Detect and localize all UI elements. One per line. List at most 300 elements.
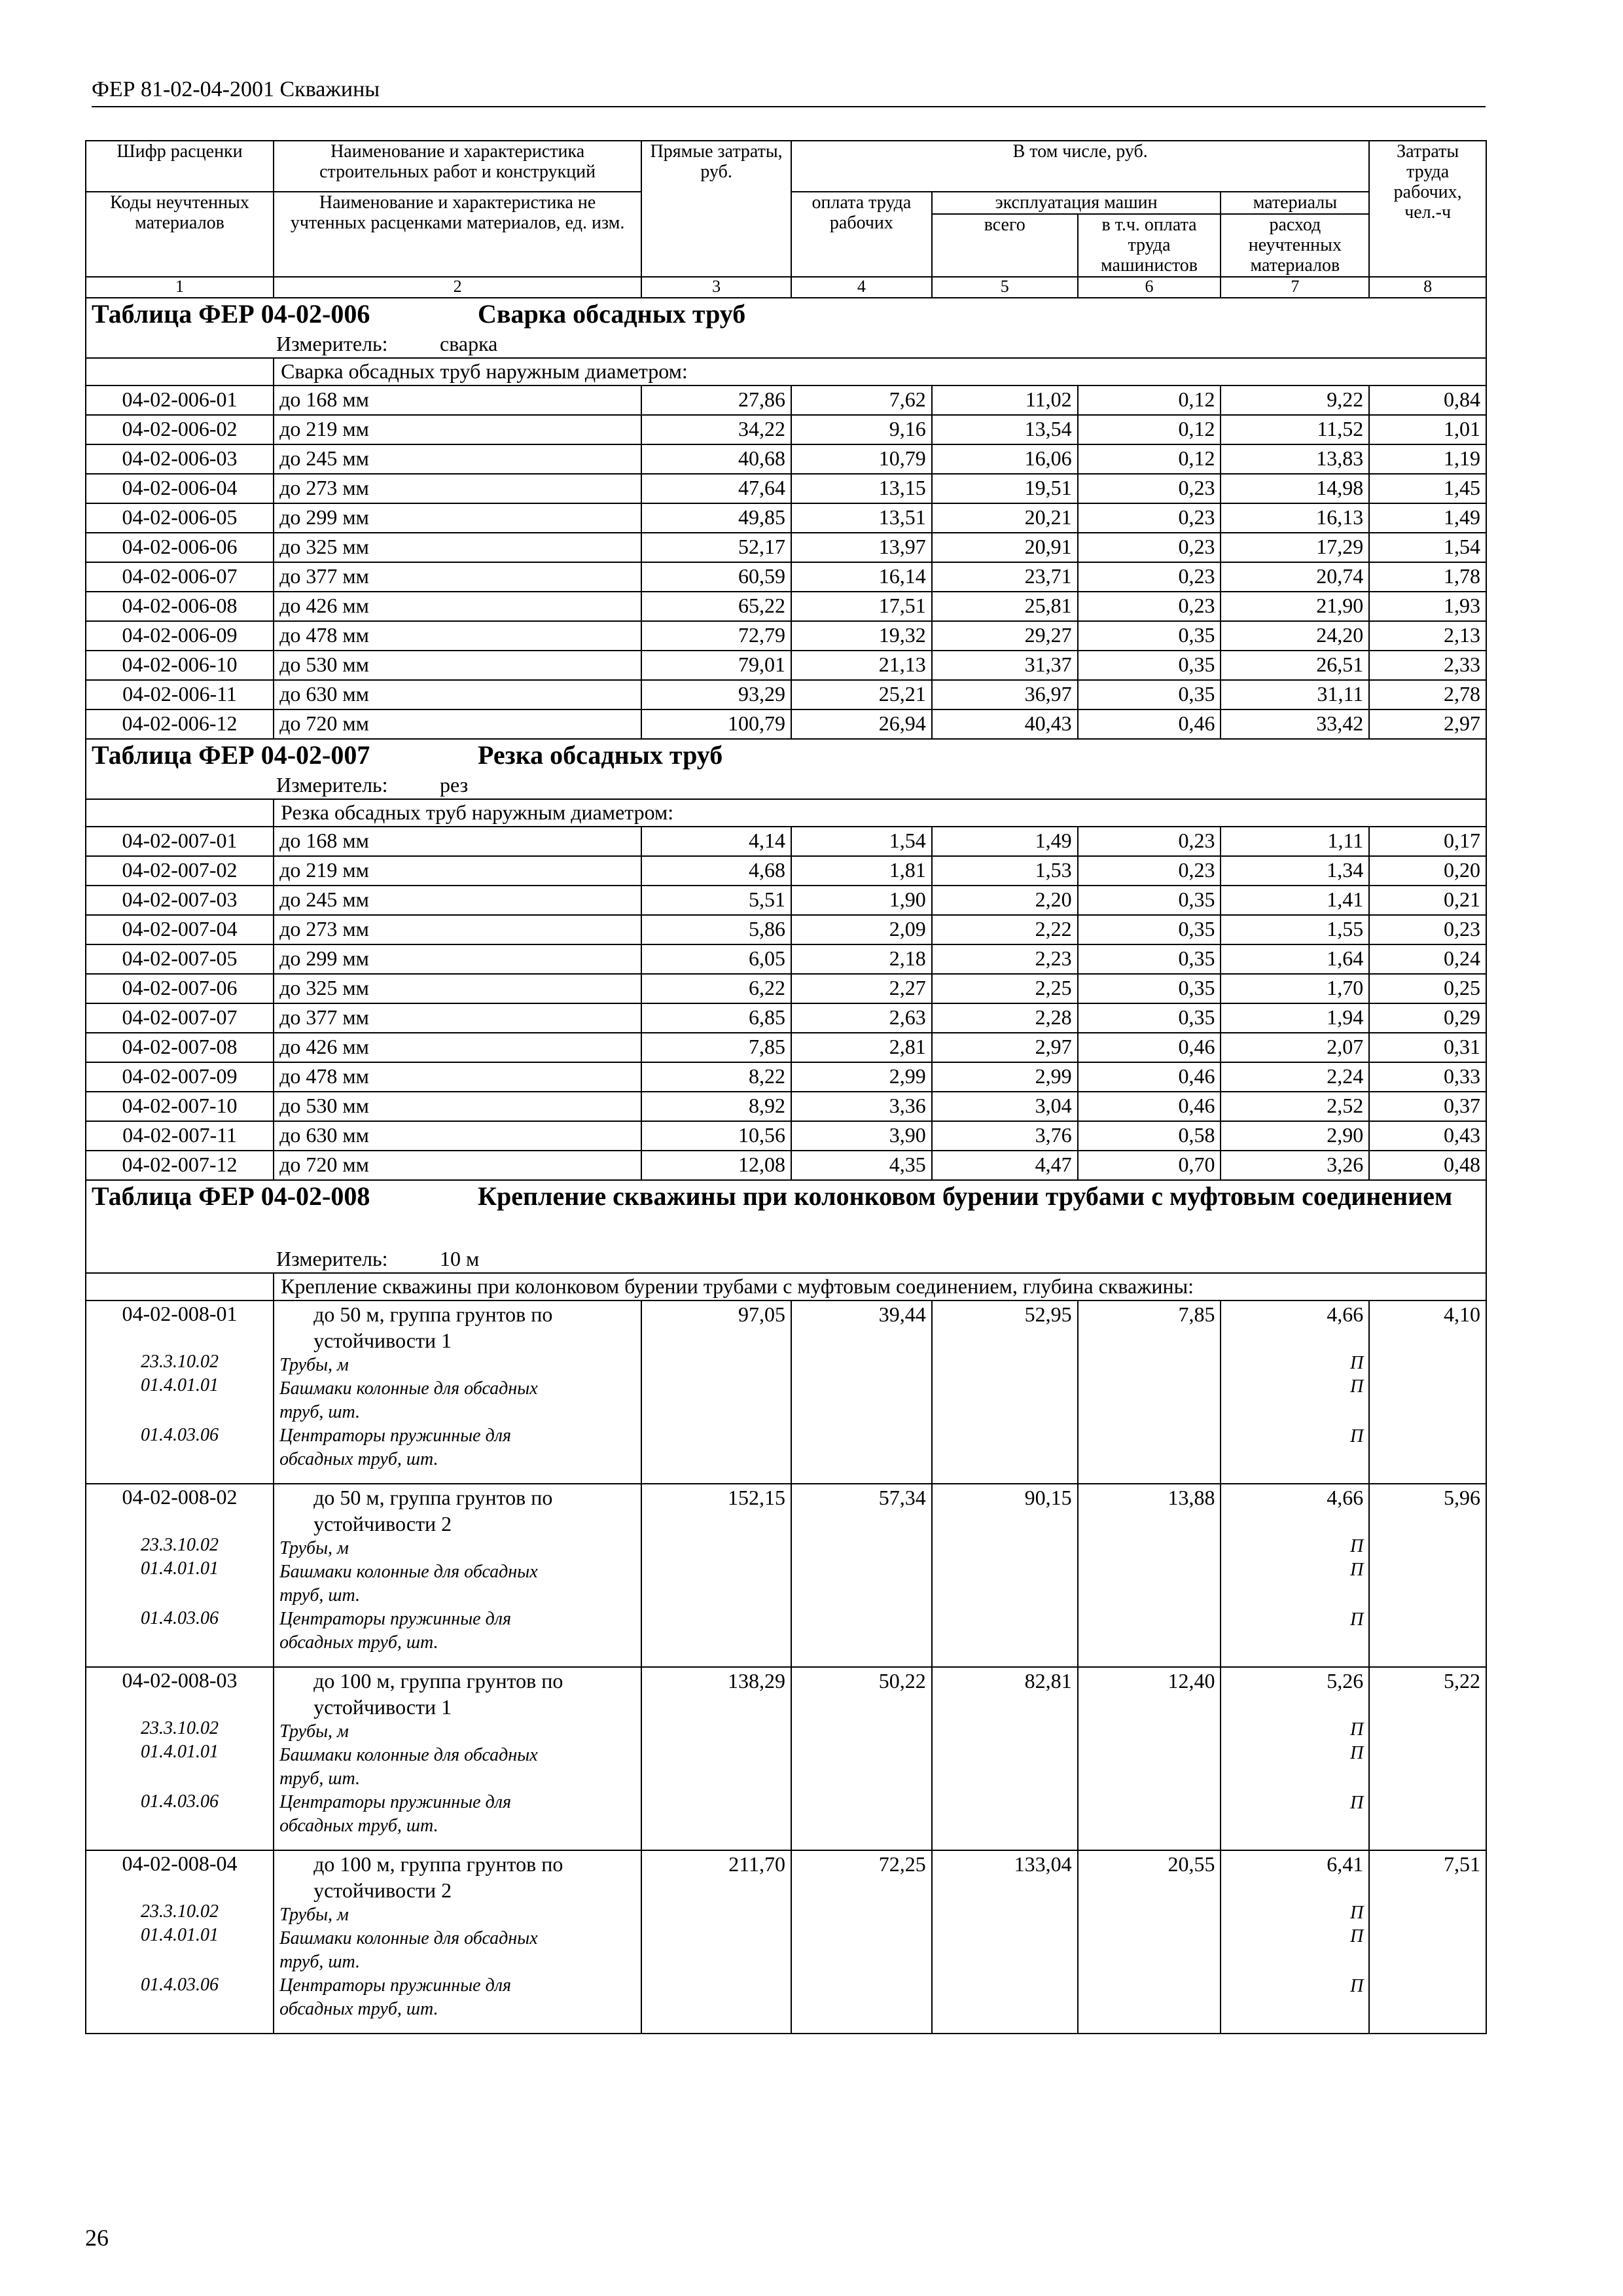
value-cell: 1,54 xyxy=(791,827,932,856)
table-row xyxy=(86,1484,1486,1667)
value-cell: 7,85 xyxy=(641,1033,791,1062)
value-cell: 12,08 xyxy=(641,1151,791,1180)
value-cell: 4,68 xyxy=(641,856,791,886)
value-cell: 0,23 xyxy=(1078,533,1221,562)
value-cell: 13,15 xyxy=(791,474,932,503)
table-row xyxy=(86,415,1486,444)
value-cell: 7,62 xyxy=(791,386,932,415)
value: 50,22 xyxy=(878,1669,926,1693)
column-number: 2 xyxy=(274,277,641,298)
work-name: до 100 м, группа грунтов по устойчивости 1 xyxy=(313,1669,563,1719)
header-materials-sub: расход неучтенных материалов xyxy=(1221,214,1369,277)
value-cell: 14,98 xyxy=(1221,474,1369,503)
value-cell: 0,48 xyxy=(1369,1151,1486,1180)
material-name: Башмаки колонные для обсадных труб, шт. xyxy=(279,1928,538,1972)
value-cell: 0,58 xyxy=(1078,1121,1221,1151)
value: 97,05 xyxy=(738,1302,785,1326)
value-cell: 0,35 xyxy=(1078,621,1221,651)
value-cell: 0,20 xyxy=(1369,856,1486,886)
value-cell: 2,81 xyxy=(791,1033,932,1062)
material-mark: П xyxy=(1350,1426,1364,1446)
value-cell: 0,46 xyxy=(1078,1092,1221,1121)
material-name: Башмаки колонные для обсадных труб, шт. xyxy=(279,1378,538,1422)
value: 52,95 xyxy=(1024,1302,1072,1326)
value-cell: 0,29 xyxy=(1369,1003,1486,1033)
value-cell: 0,35 xyxy=(1078,1003,1221,1033)
work-name: до 426 мм xyxy=(274,1033,641,1062)
header-machines: эксплуатация машин xyxy=(932,192,1221,214)
value-cell xyxy=(791,1484,932,1667)
value-cell xyxy=(1078,1484,1221,1667)
table-row xyxy=(86,886,1486,915)
rate-code: 04-02-007-04 xyxy=(86,915,274,944)
rate-code: 04-02-008-04 xyxy=(122,1852,238,1875)
value: 57,34 xyxy=(878,1486,926,1509)
table-row xyxy=(86,1850,1486,2034)
value-cell: 9,16 xyxy=(791,415,932,444)
value-cell: 10,79 xyxy=(791,444,932,474)
value-cell: 0,23 xyxy=(1078,827,1221,856)
work-name: до 50 м, группа грунтов по устойчивости 1 xyxy=(313,1302,553,1352)
value-cell: 17,51 xyxy=(791,592,932,621)
value-cell: 2,22 xyxy=(932,915,1078,944)
value-cell: 93,29 xyxy=(641,680,791,709)
value-cell: 0,35 xyxy=(1078,680,1221,709)
value-cell: 0,70 xyxy=(1078,1151,1221,1180)
value-cell: 79,01 xyxy=(641,651,791,680)
value-cell: 52,17 xyxy=(641,533,791,562)
value-cell: 21,90 xyxy=(1221,592,1369,621)
value: 138,29 xyxy=(728,1669,785,1693)
work-name-cell xyxy=(274,1667,641,1850)
value-cell xyxy=(791,1850,932,2034)
value-cell: 0,35 xyxy=(1078,915,1221,944)
value-cell: 2,78 xyxy=(1369,680,1486,709)
value-cell: 1,45 xyxy=(1369,474,1486,503)
rate-code: 04-02-007-01 xyxy=(86,827,274,856)
header-name: Наименование и характеристика строительных работ и конструкций xyxy=(274,141,641,192)
material-code: 23.3.10.02 xyxy=(141,1535,219,1555)
value-cell: 2,28 xyxy=(932,1003,1078,1033)
material-code: 01.4.03.06 xyxy=(141,1975,219,1995)
section-description: Крепление скважины при колонковом бурении трубами с муфтовым соединением, глубина скважины: xyxy=(274,1273,1486,1300)
value: 5,22 xyxy=(1444,1669,1480,1693)
value-cell: 72,79 xyxy=(641,621,791,651)
value-cell: 8,92 xyxy=(641,1092,791,1121)
work-name: до 478 мм xyxy=(274,1062,641,1092)
value: 4,10 xyxy=(1444,1302,1480,1326)
value: 4,66 xyxy=(1327,1486,1364,1509)
table-title xyxy=(86,1180,1486,1246)
value-cell: 0,35 xyxy=(1078,886,1221,915)
material-name: Башмаки колонные для обсадных труб, шт. xyxy=(279,1745,538,1789)
rate-code: 04-02-007-09 xyxy=(86,1062,274,1092)
value: 211,70 xyxy=(728,1852,785,1876)
material-name: Трубы, м xyxy=(279,1905,349,1925)
table-row xyxy=(86,944,1486,974)
value-cell xyxy=(791,1300,932,1484)
price-table xyxy=(85,140,1487,2034)
value-cell: 1,19 xyxy=(1369,444,1486,474)
work-name: до 273 мм xyxy=(274,474,641,503)
material-mark: П xyxy=(1350,1976,1364,1996)
table-row xyxy=(86,474,1486,503)
rate-code: 04-02-007-02 xyxy=(86,856,274,886)
value-cell: 1,49 xyxy=(932,827,1078,856)
work-name: до 168 мм xyxy=(274,386,641,415)
table-row xyxy=(86,1062,1486,1092)
value-cell: 3,76 xyxy=(932,1121,1078,1151)
value-cell: 2,25 xyxy=(932,974,1078,1003)
value-cell: 2,52 xyxy=(1221,1092,1369,1121)
table-row xyxy=(86,974,1486,1003)
work-name: до 50 м, группа грунтов по устойчивости 2 xyxy=(313,1486,553,1535)
page-number: 26 xyxy=(85,2225,109,2251)
rate-code: 04-02-007-08 xyxy=(86,1033,274,1062)
rate-code: 04-02-006-11 xyxy=(86,680,274,709)
value-cell: 20,21 xyxy=(932,503,1078,533)
material-name: Центраторы пружинные для обсадных труб, шт. xyxy=(279,1975,511,2019)
value-cell: 65,22 xyxy=(641,592,791,621)
value-cell: 1,34 xyxy=(1221,856,1369,886)
table-row xyxy=(86,651,1486,680)
table-row xyxy=(86,915,1486,944)
value-cell: 0,31 xyxy=(1369,1033,1486,1062)
value-cell: 13,83 xyxy=(1221,444,1369,474)
table-row xyxy=(86,856,1486,886)
measure-unit xyxy=(86,772,1486,799)
value-cell xyxy=(1369,1850,1486,2034)
value-cell xyxy=(1221,1667,1369,1850)
value-cell: 0,12 xyxy=(1078,415,1221,444)
table-row xyxy=(86,680,1486,709)
rate-code: 04-02-006-04 xyxy=(86,474,274,503)
value: 12,40 xyxy=(1168,1669,1215,1693)
table-row xyxy=(86,444,1486,474)
material-mark: П xyxy=(1350,1719,1364,1740)
value-cell: 60,59 xyxy=(641,562,791,592)
material-code: 01.4.01.01 xyxy=(141,1558,219,1579)
table-row xyxy=(86,533,1486,562)
value-cell: 0,21 xyxy=(1369,886,1486,915)
value-cell: 20,91 xyxy=(932,533,1078,562)
header-machines-labor: в т.ч. оплата труда машинистов xyxy=(1078,214,1221,277)
value-cell: 13,51 xyxy=(791,503,932,533)
desc-spacer xyxy=(86,799,274,827)
material-name: Центраторы пружинные для обсадных труб, шт. xyxy=(279,1426,511,1469)
value-cell: 6,22 xyxy=(641,974,791,1003)
value: 7,85 xyxy=(1178,1302,1215,1326)
measure-value: сварка xyxy=(440,332,498,355)
work-name-cell xyxy=(274,1484,641,1667)
rate-code: 04-02-006-08 xyxy=(86,592,274,621)
value-cell xyxy=(1221,1300,1369,1484)
value-cell: 2,07 xyxy=(1221,1033,1369,1062)
value: 90,15 xyxy=(1024,1486,1072,1509)
value-cell: 0,43 xyxy=(1369,1121,1486,1151)
header-code: Шифр расценки xyxy=(86,141,274,192)
value-cell xyxy=(1369,1667,1486,1850)
value: 5,26 xyxy=(1327,1669,1364,1693)
value-cell: 6,05 xyxy=(641,944,791,974)
value-cell: 1,11 xyxy=(1221,827,1369,856)
table-row xyxy=(86,562,1486,592)
table-row xyxy=(86,1300,1486,1484)
work-name: до 219 мм xyxy=(274,415,641,444)
value-cell: 2,13 xyxy=(1369,621,1486,651)
value: 20,55 xyxy=(1168,1852,1215,1876)
header-materials: материалы xyxy=(1221,192,1369,214)
work-name: до 530 мм xyxy=(274,651,641,680)
value-cell: 2,97 xyxy=(932,1033,1078,1062)
work-name: до 219 мм xyxy=(274,856,641,886)
header-incl: В том числе, руб. xyxy=(791,141,1369,192)
table-title-number: Таблица ФЕР 04-02-006 xyxy=(92,299,370,329)
value-cell: 1,54 xyxy=(1369,533,1486,562)
value-cell xyxy=(932,1484,1078,1667)
value-cell: 0,46 xyxy=(1078,1033,1221,1062)
table-row xyxy=(86,503,1486,533)
table-row xyxy=(86,1003,1486,1033)
value-cell xyxy=(641,1484,791,1667)
material-name: Трубы, м xyxy=(279,1538,349,1558)
material-code: 01.4.03.06 xyxy=(141,1791,219,1812)
value: 133,04 xyxy=(1014,1852,1072,1876)
value-cell: 2,63 xyxy=(791,1003,932,1033)
table-title-name: Резка обсадных труб xyxy=(478,740,723,770)
work-name: до 630 мм xyxy=(274,1121,641,1151)
table-row xyxy=(86,709,1486,739)
value-cell: 1,01 xyxy=(1369,415,1486,444)
value-cell: 1,41 xyxy=(1221,886,1369,915)
value-cell: 0,23 xyxy=(1078,856,1221,886)
value-cell xyxy=(641,1667,791,1850)
header-name2: Наименование и характеристика не учтенных расценками материалов, ед. изм. xyxy=(274,192,641,277)
rate-code-cell xyxy=(86,1850,274,2034)
value-cell: 3,04 xyxy=(932,1092,1078,1121)
value-cell: 19,32 xyxy=(791,621,932,651)
value-cell: 1,53 xyxy=(932,856,1078,886)
work-name: до 299 мм xyxy=(274,944,641,974)
value-cell: 4,47 xyxy=(932,1151,1078,1180)
work-name: до 530 мм xyxy=(274,1092,641,1121)
material-name: Башмаки колонные для обсадных труб, шт. xyxy=(279,1562,538,1605)
table-title xyxy=(86,739,1486,772)
material-name: Центраторы пружинные для обсадных труб, шт. xyxy=(279,1792,511,1836)
value-cell: 8,22 xyxy=(641,1062,791,1092)
table-row xyxy=(86,827,1486,856)
value-cell: 13,54 xyxy=(932,415,1078,444)
work-name: до 273 мм xyxy=(274,915,641,944)
value-cell xyxy=(932,1667,1078,1850)
header-labor-pay: оплата труда рабочих xyxy=(791,192,932,277)
value-cell: 0,46 xyxy=(1078,1062,1221,1092)
value: 6,41 xyxy=(1327,1852,1364,1876)
value-cell: 4,14 xyxy=(641,827,791,856)
value-cell: 4,35 xyxy=(791,1151,932,1180)
value-cell: 21,13 xyxy=(791,651,932,680)
value-cell: 1,55 xyxy=(1221,915,1369,944)
value-cell: 2,97 xyxy=(1369,709,1486,739)
value-cell: 10,56 xyxy=(641,1121,791,1151)
table-title-number: Таблица ФЕР 04-02-007 xyxy=(92,740,370,770)
work-name: до 100 м, группа грунтов по устойчивости 2 xyxy=(313,1852,563,1902)
material-code: 01.4.01.01 xyxy=(141,1742,219,1762)
value: 7,51 xyxy=(1444,1852,1480,1876)
rate-code: 04-02-006-05 xyxy=(86,503,274,533)
rate-code: 04-02-007-11 xyxy=(86,1121,274,1151)
value-cell: 0,33 xyxy=(1369,1062,1486,1092)
material-mark: П xyxy=(1350,1926,1364,1946)
material-mark: П xyxy=(1350,1743,1364,1763)
header-code2: Коды неучтенных материалов xyxy=(86,192,274,277)
section-description: Резка обсадных труб наружным диаметром: xyxy=(274,799,1486,827)
rate-code: 04-02-006-03 xyxy=(86,444,274,474)
rate-code: 04-02-006-06 xyxy=(86,533,274,562)
value-cell xyxy=(932,1850,1078,2034)
value-cell: 19,51 xyxy=(932,474,1078,503)
measure-label: Измеритель: xyxy=(276,773,388,797)
column-number: 5 xyxy=(932,277,1078,298)
value-cell: 16,13 xyxy=(1221,503,1369,533)
measure-label: Измеритель: xyxy=(276,1247,388,1270)
material-mark: П xyxy=(1350,1560,1364,1580)
rate-code: 04-02-006-02 xyxy=(86,415,274,444)
value-cell: 2,27 xyxy=(791,974,932,1003)
rate-code: 04-02-007-06 xyxy=(86,974,274,1003)
table-row xyxy=(86,1121,1486,1151)
value-cell: 25,21 xyxy=(791,680,932,709)
material-name: Трубы, м xyxy=(279,1721,349,1742)
material-mark: П xyxy=(1350,1376,1364,1397)
value-cell: 20,74 xyxy=(1221,562,1369,592)
material-code: 01.4.01.01 xyxy=(141,1375,219,1395)
value-cell: 17,29 xyxy=(1221,533,1369,562)
rate-code: 04-02-008-03 xyxy=(122,1668,238,1692)
desc-spacer xyxy=(86,1273,274,1300)
value-cell: 0,84 xyxy=(1369,386,1486,415)
value-cell: 2,33 xyxy=(1369,651,1486,680)
value-cell: 25,81 xyxy=(932,592,1078,621)
value-cell: 0,23 xyxy=(1369,915,1486,944)
value: 13,88 xyxy=(1168,1486,1215,1509)
work-name: до 245 мм xyxy=(274,444,641,474)
rate-code: 04-02-008-02 xyxy=(122,1485,238,1509)
value-cell: 40,68 xyxy=(641,444,791,474)
value-cell: 3,36 xyxy=(791,1092,932,1121)
table-row xyxy=(86,1092,1486,1121)
value-cell: 0,46 xyxy=(1078,709,1221,739)
value-cell: 11,52 xyxy=(1221,415,1369,444)
material-code: 01.4.01.01 xyxy=(141,1925,219,1945)
work-name: до 299 мм xyxy=(274,503,641,533)
rate-code-cell xyxy=(86,1667,274,1850)
value-cell xyxy=(1078,1667,1221,1850)
work-name: до 325 мм xyxy=(274,974,641,1003)
measure-unit xyxy=(86,331,1486,358)
work-name: до 630 мм xyxy=(274,680,641,709)
value-cell: 2,24 xyxy=(1221,1062,1369,1092)
table-row xyxy=(86,621,1486,651)
value: 39,44 xyxy=(878,1302,926,1326)
value-cell: 3,90 xyxy=(791,1121,932,1151)
column-number: 6 xyxy=(1078,277,1221,298)
material-name: Центраторы пружинные для обсадных труб, шт. xyxy=(279,1609,511,1653)
work-name-cell xyxy=(274,1300,641,1484)
material-code: 23.3.10.02 xyxy=(141,1718,219,1738)
column-number: 8 xyxy=(1369,277,1486,298)
value-cell: 33,42 xyxy=(1221,709,1369,739)
value-cell: 13,97 xyxy=(791,533,932,562)
header-machines-total: всего xyxy=(932,214,1078,277)
value-cell: 29,27 xyxy=(932,621,1078,651)
table-title xyxy=(86,298,1486,331)
rate-code: 04-02-006-07 xyxy=(86,562,274,592)
value-cell: 26,51 xyxy=(1221,651,1369,680)
work-name: до 168 мм xyxy=(274,827,641,856)
value-cell: 23,71 xyxy=(932,562,1078,592)
work-name: до 377 мм xyxy=(274,562,641,592)
value-cell: 2,18 xyxy=(791,944,932,974)
value-cell: 24,20 xyxy=(1221,621,1369,651)
work-name: до 377 мм xyxy=(274,1003,641,1033)
column-number: 3 xyxy=(641,277,791,298)
material-mark: П xyxy=(1350,1609,1364,1630)
value-cell: 2,09 xyxy=(791,915,932,944)
table-title-number: Таблица ФЕР 04-02-008 xyxy=(92,1181,370,1211)
material-code: 01.4.03.06 xyxy=(141,1425,219,1445)
value-cell: 0,12 xyxy=(1078,444,1221,474)
value-cell: 9,22 xyxy=(1221,386,1369,415)
work-name: до 245 мм xyxy=(274,886,641,915)
value: 4,66 xyxy=(1327,1302,1364,1326)
value-cell: 2,90 xyxy=(1221,1121,1369,1151)
value-cell: 16,14 xyxy=(791,562,932,592)
work-name: до 325 мм xyxy=(274,533,641,562)
value-cell xyxy=(641,1850,791,2034)
value-cell: 40,43 xyxy=(932,709,1078,739)
value-cell: 1,78 xyxy=(1369,562,1486,592)
value-cell: 2,99 xyxy=(791,1062,932,1092)
value: 82,81 xyxy=(1024,1669,1072,1693)
value-cell: 1,93 xyxy=(1369,592,1486,621)
value-cell: 0,23 xyxy=(1078,592,1221,621)
value-cell: 1,81 xyxy=(791,856,932,886)
value-cell: 0,23 xyxy=(1078,474,1221,503)
rate-code: 04-02-007-05 xyxy=(86,944,274,974)
value: 5,96 xyxy=(1444,1486,1480,1509)
value-cell: 0,35 xyxy=(1078,974,1221,1003)
value-cell: 100,79 xyxy=(641,709,791,739)
column-number: 4 xyxy=(791,277,932,298)
measure-value: рез xyxy=(440,773,469,797)
value-cell: 0,23 xyxy=(1078,503,1221,533)
work-name: до 720 мм xyxy=(274,1151,641,1180)
table-row xyxy=(86,1667,1486,1850)
work-name: до 478 мм xyxy=(274,621,641,651)
rate-code: 04-02-006-09 xyxy=(86,621,274,651)
value-cell: 0,12 xyxy=(1078,386,1221,415)
value-cell: 1,70 xyxy=(1221,974,1369,1003)
measure-unit xyxy=(86,1246,1486,1273)
rate-code: 04-02-008-01 xyxy=(122,1302,238,1325)
value-cell xyxy=(1078,1850,1221,2034)
material-mark: П xyxy=(1350,1536,1364,1556)
value: 152,15 xyxy=(728,1486,785,1509)
value-cell: 0,25 xyxy=(1369,974,1486,1003)
material-mark: П xyxy=(1350,1903,1364,1923)
value-cell: 31,11 xyxy=(1221,680,1369,709)
